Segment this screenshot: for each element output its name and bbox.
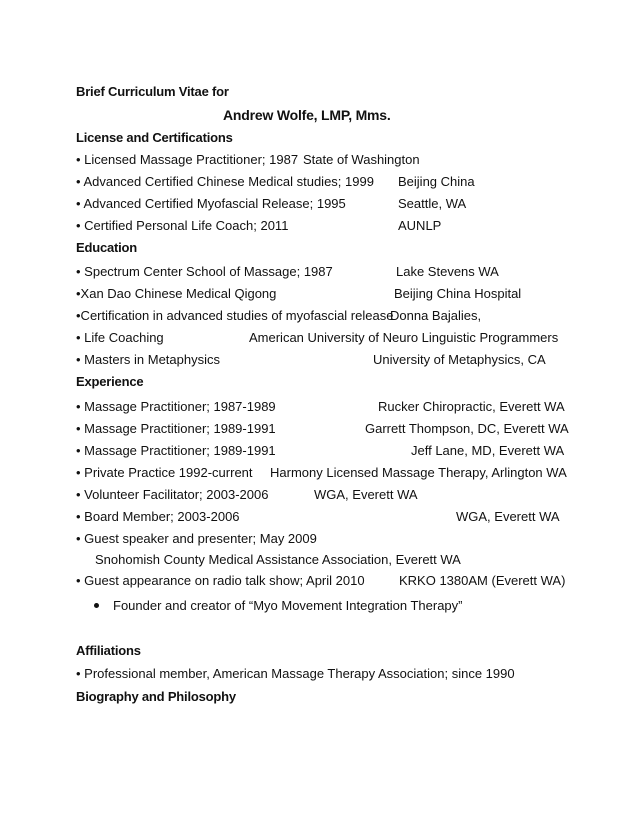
experience-item-right: Garrett Thompson, DC, Everett WA [365, 421, 569, 436]
bullet-dot-icon [94, 603, 99, 608]
education-item-left: •Certification in advanced studies of myofascial release [76, 308, 394, 323]
experience-item-continuation: Snohomish County Medical Assistance Association, Everett WA [95, 552, 461, 567]
biography-heading: Biography and Philosophy [76, 689, 236, 704]
affiliation-item: • Professional member, American Massage Therapy Association; since 1990 [76, 666, 515, 681]
experience-item-right: WGA, Everett WA [314, 487, 418, 502]
experience-heading: Experience [76, 374, 144, 389]
education-item-right: Lake Stevens WA [396, 264, 499, 279]
education-item-left: • Life Coaching [76, 330, 164, 345]
licenses-heading: License and Certifications [76, 130, 233, 145]
experience-item-left: • Massage Practitioner; 1987-1989 [76, 399, 276, 414]
document-title: Brief Curriculum Vitae for [76, 84, 229, 99]
experience-item-left: • Private Practice 1992-current [76, 465, 253, 480]
education-item-right: Beijing China Hospital [394, 286, 522, 301]
license-item-right: Seattle, WA [398, 196, 467, 211]
experience-item-left: • Guest speaker and presenter; May 2009 [76, 531, 317, 546]
education-heading: Education [76, 240, 138, 255]
license-item-left: • Advanced Certified Myofascial Release; 1995 [76, 196, 346, 211]
license-item-left: • Licensed Massage Practitioner; 1987 [76, 152, 299, 167]
license-item-right: AUNLP [398, 218, 442, 233]
founder-bullet: Founder and creator of “Myo Movement Integration Therapy” [113, 598, 463, 613]
experience-item-left: • Guest appearance on radio talk show; April 2010 [76, 573, 365, 588]
experience-item-left: • Volunteer Facilitator; 2003-2006 [76, 487, 269, 502]
license-item-left: • Certified Personal Life Coach; 2011 [76, 218, 289, 233]
education-item-left: •Xan Dao Chinese Medical Qigong [76, 286, 277, 301]
education-item-left: • Spectrum Center School of Massage; 1987 [76, 264, 333, 279]
experience-item-left: • Massage Practitioner; 1989-1991 [76, 443, 276, 458]
license-item-right: State of Washington [303, 152, 420, 167]
experience-item-left: • Board Member; 2003-2006 [76, 509, 240, 524]
experience-item-left: • Massage Practitioner; 1989-1991 [76, 421, 276, 436]
license-item-right: Beijing China [398, 174, 475, 189]
education-item-left: • Masters in Metaphysics [76, 352, 220, 367]
experience-item-right: Harmony Licensed Massage Therapy, Arlington WA [270, 465, 567, 480]
education-item-right: American University of Neuro Linguistic Programmers [249, 330, 559, 345]
license-item-left: • Advanced Certified Chinese Medical studies; 1999 [76, 174, 374, 189]
education-item-right: University of Metaphysics, CA [373, 352, 546, 367]
education-item-right: Donna Bajalies, [390, 308, 482, 323]
experience-item-right: WGA, Everett WA [456, 509, 560, 524]
experience-item-right: Jeff Lane, MD, Everett WA [411, 443, 565, 458]
affiliations-heading: Affiliations [76, 643, 141, 658]
person-name: Andrew Wolfe, LMP, Mms. [223, 107, 391, 123]
experience-item-right: KRKO 1380AM (Everett WA) [399, 573, 566, 588]
experience-item-right: Rucker Chiropractic, Everett WA [378, 399, 565, 414]
